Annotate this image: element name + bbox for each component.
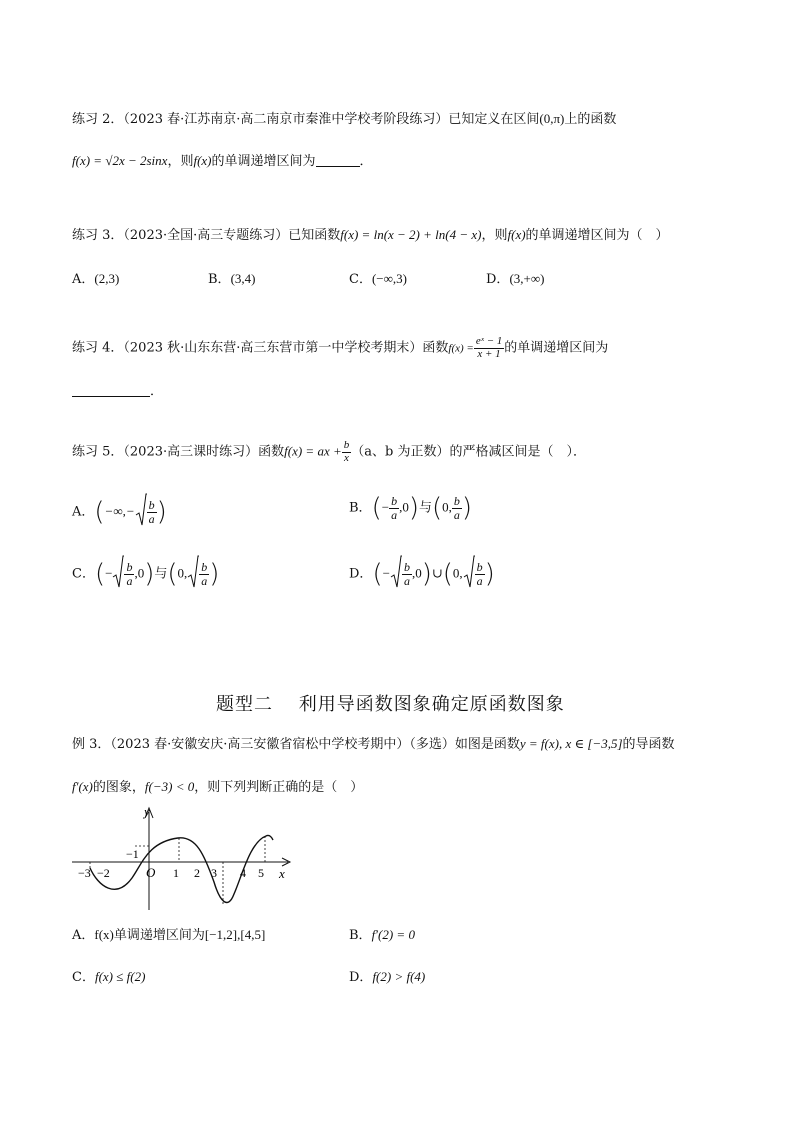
x-tick-4: 4 xyxy=(240,866,246,880)
fraction-numerator: b xyxy=(403,559,410,574)
option-a-left: −∞,− xyxy=(104,503,135,519)
fraction-denominator: a xyxy=(403,573,410,588)
fraction-numerator: b xyxy=(148,497,155,512)
exercise-3-text: 练习 3．（2023·全国·高三专题练习）已知函数 xyxy=(72,228,341,243)
option-value: f(2) > f(4) xyxy=(372,969,426,984)
option-label: B． xyxy=(349,500,372,516)
option-c-left: − xyxy=(105,565,113,581)
example-3-question: ，则下列判断正确的是（ ） xyxy=(194,780,364,795)
option-value: (3,+∞) xyxy=(509,271,545,286)
example-3-option-d[interactable] xyxy=(349,966,425,985)
union-symbol: ∪ xyxy=(431,565,443,581)
fraction-b-over-a xyxy=(475,561,485,587)
fraction-numerator: b xyxy=(453,493,460,508)
x-tick-5: 5 xyxy=(258,866,264,880)
option-label: A． xyxy=(72,928,95,943)
example-3-derivative: f′(x) xyxy=(72,779,93,794)
exercise-3-option-d[interactable] xyxy=(486,268,544,287)
option-d-left: − xyxy=(382,565,390,581)
example-3-function: y = f(x), x ∈ [−3,5] xyxy=(519,736,623,751)
fraction-numerator: b xyxy=(476,559,483,574)
exercise-3-option-c[interactable] xyxy=(349,268,407,287)
section-title: 题型二 利用导函数图象确定原函数图象 xyxy=(216,694,565,715)
x-tick-2: 2 xyxy=(194,866,200,880)
y-tick-neg1: −1 xyxy=(126,847,139,861)
exercise-2-function: f(x) = √2x − 2sinx xyxy=(72,153,168,168)
exercise-2-fx: f(x) xyxy=(193,153,212,168)
exercise-5-option-a[interactable]: A．(−∞,− $\frac{b}{a}$ ) xyxy=(72,493,167,531)
option-b-left: − xyxy=(381,499,390,515)
exercise-5-text: 练习 5．（2023·高三课时练习）函数 xyxy=(72,444,285,460)
fraction-b-over-a xyxy=(147,499,157,525)
option-value: (−∞,3) xyxy=(371,271,407,286)
fraction-b-over-a xyxy=(389,495,399,521)
option-label: D． xyxy=(349,566,373,582)
sqrt-icon xyxy=(135,493,147,531)
fraction-numerator: b xyxy=(126,559,133,574)
sqrt-icon xyxy=(390,555,402,593)
option-label: D． xyxy=(486,272,510,287)
answer-blank[interactable] xyxy=(72,383,150,397)
fraction-denominator: a xyxy=(476,573,483,588)
sqrt-icon xyxy=(187,555,199,593)
sqrt-icon xyxy=(112,555,124,593)
example-3-text-end: 的导函数 xyxy=(622,737,675,752)
option-label: B． xyxy=(208,272,231,287)
answer-blank[interactable] xyxy=(316,153,360,167)
exercise-5-option-c[interactable]: C．(− $\frac{b}{a}$ ,0)与(0, $\frac{b}{a}$ ) xyxy=(72,555,219,593)
exercise-5-option-b[interactable]: B．(− $\frac{b}{a}$ ,0)与(0, $\frac{b}{a}$ ) xyxy=(349,493,473,523)
exercise-5-line1 xyxy=(72,440,586,464)
option-label: C． xyxy=(72,566,95,582)
x-axis-label: x xyxy=(279,866,285,881)
option-label: C． xyxy=(349,272,372,287)
exercise-3-question: 的单调递增区间为（ ） xyxy=(525,228,669,243)
exercise-2-text-end: 上的函数 xyxy=(564,112,617,127)
exercise-2-mid: ，则 xyxy=(167,154,194,169)
option-value: (3,4) xyxy=(230,271,256,286)
fraction-b-over-a xyxy=(452,495,462,521)
sqrt-icon xyxy=(463,555,475,593)
exercise-3-mid: ，则 xyxy=(481,228,508,243)
option-b-and: 与 xyxy=(418,500,432,516)
exercise-3-option-b[interactable] xyxy=(208,268,255,287)
option-value: (2,3) xyxy=(94,271,120,286)
exercise-4-line2 xyxy=(72,380,163,399)
exercise-4-line1 xyxy=(72,336,608,360)
option-label: C． xyxy=(72,970,95,985)
fraction-denominator: a xyxy=(391,507,398,522)
exercise-5-function-lhs: f(x) = ax + xyxy=(284,443,342,459)
origin-label: O xyxy=(146,865,156,880)
option-c-and: 与 xyxy=(154,566,168,582)
fraction-denominator: x + 1 xyxy=(477,347,501,360)
exercise-2-period: ． xyxy=(359,154,373,169)
example-3-condition: f(−3) < 0 xyxy=(144,779,195,794)
exercise-2-interval: (0,π) xyxy=(539,111,565,126)
example-3-mid: 的图象， xyxy=(92,780,145,795)
exercise-3-option-a[interactable] xyxy=(72,268,119,287)
y-axis-label: y xyxy=(144,804,150,819)
example-3-option-c[interactable] xyxy=(72,966,145,985)
option-label: A． xyxy=(72,272,95,287)
option-d-mid: ,0 xyxy=(411,565,422,581)
fraction-denominator: a xyxy=(148,511,155,526)
exercise-4-period: ． xyxy=(150,384,164,399)
fraction-numerator: b xyxy=(201,559,208,574)
exercise-2-line1 xyxy=(72,108,616,127)
example-3-text: 例 3．（2023 春·安徽安庆·高三安徽省宿松中学校考期中）（多选）如图是函数 xyxy=(72,737,520,752)
x-tick-1: 1 xyxy=(173,866,179,880)
option-c-right: 0, xyxy=(177,565,188,581)
x-tick-3: 3 xyxy=(211,866,217,880)
option-b-mid: ,0 xyxy=(399,499,409,515)
fraction-denominator: x xyxy=(344,451,349,464)
exercise-4-text: 练习 4．（2023 秋·山东东营·高三东营市第一中学校考期末）函数 xyxy=(72,340,449,356)
option-c-mid: ,0 xyxy=(134,565,145,581)
derivative-graph xyxy=(68,802,298,912)
option-value: f(x) ≤ f(2) xyxy=(94,969,146,984)
fraction-denominator: a xyxy=(453,507,460,522)
fraction-numerator: b xyxy=(343,439,350,451)
option-d-right: 0, xyxy=(452,565,463,581)
option-value: f′(2) = 0 xyxy=(371,927,415,942)
fraction-b-over-a xyxy=(199,561,209,587)
exercise-5-option-d[interactable]: D．(− $\frac{b}{a}$ ,0)∪(0, $\frac{b}{a}$ ) xyxy=(349,555,495,593)
option-label: B． xyxy=(349,928,372,943)
option-value: f(x)单调递增区间为[−1,2],[4,5] xyxy=(94,927,266,942)
exercise-4-fraction xyxy=(474,336,504,360)
exercise-4-function-lhs: f(x) = xyxy=(448,342,474,355)
exercise-3-line1 xyxy=(72,224,669,243)
fraction-b-over-a xyxy=(402,561,412,587)
exercise-4-question: 的单调递增区间为 xyxy=(504,340,609,356)
example-3-option-a[interactable] xyxy=(72,924,265,943)
option-label: A． xyxy=(72,504,95,520)
x-tick-neg2: −2 xyxy=(97,866,110,880)
fraction-denominator: a xyxy=(126,573,133,588)
exercise-2-line2 xyxy=(72,150,373,169)
exercise-2-question: 的单调递增区间为 xyxy=(211,154,316,169)
fraction-numerator: eˣ − 1 xyxy=(475,335,503,347)
exercise-5-fraction xyxy=(342,440,352,464)
fraction-denominator: a xyxy=(201,573,208,588)
exercise-3-function: f(x) = ln(x − 2) + ln(4 − x) xyxy=(340,227,482,242)
example-3-line1 xyxy=(72,733,675,752)
exercise-5-question: （a、b 为正数）的严格减区间是（ ）． xyxy=(351,444,586,460)
exercise-3-fx: f(x) xyxy=(507,227,526,242)
option-b-right: 0, xyxy=(442,499,452,515)
fraction-numerator: b xyxy=(391,493,398,508)
exercise-2-text: 练习 2．（2023 春·江苏南京·高二南京市秦淮中学校考阶段练习）已知定义在区间 xyxy=(72,112,540,127)
x-tick-neg3: −3 xyxy=(78,866,91,880)
example-3-option-b[interactable] xyxy=(349,924,415,943)
fraction-b-over-a xyxy=(124,561,134,587)
example-3-line2 xyxy=(72,776,363,795)
option-label: D． xyxy=(349,970,373,985)
